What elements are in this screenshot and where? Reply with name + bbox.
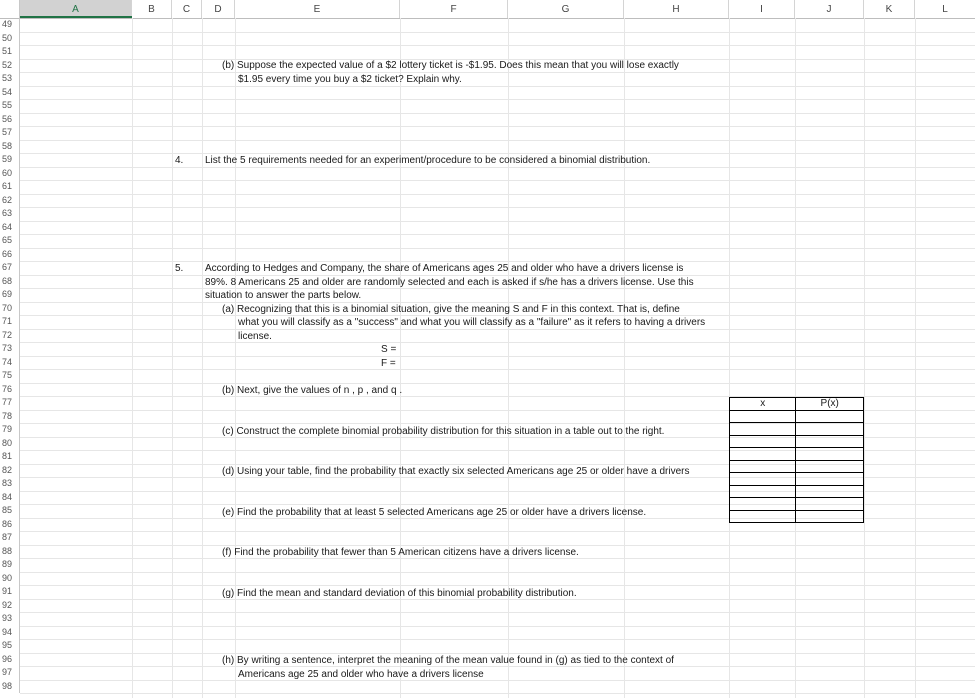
table-cell[interactable]: [730, 448, 796, 461]
row-header[interactable]: 56: [0, 113, 20, 127]
row-header[interactable]: 86: [0, 518, 20, 532]
table-row: [730, 473, 864, 486]
gridline-h: [20, 585, 975, 586]
table-cell[interactable]: [730, 460, 796, 473]
table-cell[interactable]: [730, 485, 796, 498]
row-header[interactable]: 82: [0, 464, 20, 478]
row-header[interactable]: 98: [0, 680, 20, 694]
row-header[interactable]: 59: [0, 153, 20, 167]
row-header[interactable]: 90: [0, 572, 20, 586]
column-header-B[interactable]: B: [132, 0, 172, 18]
table-cell[interactable]: [730, 435, 796, 448]
table-cell[interactable]: [796, 473, 864, 486]
column-header-E[interactable]: E: [235, 0, 400, 18]
row-header[interactable]: 89: [0, 558, 20, 572]
row-header[interactable]: 85: [0, 504, 20, 518]
row-header[interactable]: 75: [0, 369, 20, 383]
q3b-line1: (b) Suppose the expected value of a $2 lottery ticket is -$1.95. Does this mean that you will lose exactly: [222, 60, 679, 71]
q5e-text: (e) Find the probability that at least 5 selected Americans age 25 or older have a drivers license.: [222, 507, 647, 518]
column-header-A[interactable]: A: [20, 0, 132, 18]
row-header[interactable]: 61: [0, 180, 20, 194]
row-header[interactable]: 49: [0, 18, 20, 32]
gridline-h: [20, 113, 975, 114]
gridline-h: [20, 140, 975, 141]
row-header[interactable]: 58: [0, 140, 20, 154]
row-header[interactable]: 72: [0, 329, 20, 343]
row-header[interactable]: 77: [0, 396, 20, 410]
row-header[interactable]: 92: [0, 599, 20, 613]
row-header[interactable]: 70: [0, 302, 20, 316]
gridline-h: [20, 234, 975, 235]
table-cell[interactable]: [796, 460, 864, 473]
gridline-h: [20, 248, 975, 249]
q5c-text: (c) Construct the complete binomial probability distribution for this situation in a table out to the right.: [222, 426, 665, 437]
q5a-line1: (a) Recognizing that this is a binomial situation, give the meaning S and F in this context. That is, define: [222, 304, 680, 315]
gridline-h: [20, 612, 975, 613]
table-header-row: [730, 398, 864, 411]
gridline-v: [624, 18, 625, 698]
row-header[interactable]: 67: [0, 261, 20, 275]
table-row: [730, 510, 864, 523]
table-row: [730, 498, 864, 511]
row-header[interactable]: 53: [0, 72, 20, 86]
gridline-v: [864, 18, 865, 698]
gridline-h: [20, 207, 975, 208]
table-cell[interactable]: [796, 410, 864, 423]
gridline-h: [20, 693, 975, 694]
row-header[interactable]: 55: [0, 99, 20, 113]
table-cell[interactable]: [796, 498, 864, 511]
gridline-v: [132, 18, 133, 698]
q5-intro-line2: 89%. 8 Americans 25 and older are randomly selected and each is asked if s/he has a drivers license. Use this: [205, 277, 694, 288]
table-cell[interactable]: [796, 485, 864, 498]
row-header[interactable]: 66: [0, 248, 20, 262]
q5-intro-line1: According to Hedges and Company, the share of Americans ages 25 and older who have a drivers license is: [205, 263, 684, 274]
gridline-h: [20, 221, 975, 222]
row-header[interactable]: 84: [0, 491, 20, 505]
gridline-h: [20, 680, 975, 681]
row-header[interactable]: 57: [0, 126, 20, 140]
gridline-h: [20, 194, 975, 195]
table-row: [730, 410, 864, 423]
q5-intro-line3: situation to answer the parts below.: [205, 290, 362, 301]
q4-text: List the 5 requirements needed for an experiment/procedure to be considered a binomial distribution.: [205, 155, 651, 166]
row-header[interactable]: 52: [0, 59, 20, 73]
q4-number: 4.: [175, 155, 184, 166]
column-header-K[interactable]: K: [864, 0, 915, 18]
row-header[interactable]: 74: [0, 356, 20, 370]
row-header[interactable]: 79: [0, 423, 20, 437]
table-header-x[interactable]: x: [730, 398, 796, 411]
table-cell[interactable]: [730, 473, 796, 486]
row-header[interactable]: 96: [0, 653, 20, 667]
row-header[interactable]: 71: [0, 315, 20, 329]
table-cell[interactable]: [730, 423, 796, 436]
q3b-line2: $1.95 every time you buy a $2 ticket? Explain why.: [238, 74, 462, 85]
column-header-I[interactable]: I: [729, 0, 795, 18]
q5a-line3: license.: [238, 331, 272, 342]
gridline-v: [172, 18, 173, 698]
table-cell[interactable]: [796, 510, 864, 523]
gridline-v: [729, 18, 730, 698]
table-row: [730, 448, 864, 461]
gridline-h: [20, 32, 975, 33]
row-header[interactable]: 87: [0, 531, 20, 545]
column-header-J[interactable]: J: [795, 0, 864, 18]
row-header[interactable]: 51: [0, 45, 20, 59]
row-header[interactable]: 68: [0, 275, 20, 289]
gridline-v: [795, 18, 796, 698]
column-header-G[interactable]: G: [508, 0, 624, 18]
row-header[interactable]: 93: [0, 612, 20, 626]
column-header-L[interactable]: L: [942, 4, 948, 15]
row-header[interactable]: 64: [0, 221, 20, 235]
row-header[interactable]: 69: [0, 288, 20, 302]
q5h-line2: Americans age 25 and older who have a drivers license: [238, 669, 484, 680]
q5f-text: (f) Find the probability that fewer than 5 American citizens have a drivers license.: [222, 547, 579, 558]
gridline-h: [20, 342, 975, 343]
gridline-h: [20, 99, 975, 100]
selected-column-indicator: [20, 16, 132, 18]
table-header-px[interactable]: P(x): [796, 398, 864, 411]
gridline-h: [20, 126, 975, 127]
q5b-text: (b) Next, give the values of n , p , and q .: [222, 385, 403, 396]
row-header[interactable]: 76: [0, 383, 20, 397]
column-header-F[interactable]: F: [400, 0, 508, 18]
gridline-v: [202, 18, 203, 698]
gridline-v: [915, 18, 916, 698]
gridline-h: [20, 639, 975, 640]
table-cell[interactable]: [730, 410, 796, 423]
row-header[interactable]: 54: [0, 86, 20, 100]
q5-number: 5.: [175, 263, 184, 274]
column-header-bar: [0, 0, 975, 19]
row-header[interactable]: 62: [0, 194, 20, 208]
row-header[interactable]: 80: [0, 437, 20, 451]
table-row: [730, 485, 864, 498]
success-label: S =: [381, 344, 397, 355]
table-row: [730, 435, 864, 448]
failure-label: F =: [381, 358, 396, 369]
row-header[interactable]: 50: [0, 32, 20, 46]
table-cell[interactable]: [730, 510, 796, 523]
column-header-D[interactable]: D: [202, 0, 235, 18]
table-cell[interactable]: [730, 498, 796, 511]
table-row: [730, 423, 864, 436]
column-header-H[interactable]: H: [624, 0, 729, 18]
probability-distribution-table: [729, 397, 864, 523]
row-header[interactable]: 73: [0, 342, 20, 356]
gridline-h: [20, 383, 975, 384]
row-header[interactable]: 78: [0, 410, 20, 424]
gridline-h: [20, 86, 975, 87]
row-header[interactable]: 88: [0, 545, 20, 559]
gridline-h: [20, 356, 975, 357]
row-header[interactable]: 95: [0, 639, 20, 653]
column-header-C[interactable]: C: [172, 0, 202, 18]
row-header[interactable]: 63: [0, 207, 20, 221]
row-header[interactable]: 60: [0, 167, 20, 181]
row-header[interactable]: 81: [0, 450, 20, 464]
gridline-h: [20, 531, 975, 532]
table-cell[interactable]: [796, 448, 864, 461]
row-header[interactable]: 83: [0, 477, 20, 491]
gridline-h: [20, 45, 975, 46]
table-cell[interactable]: [796, 435, 864, 448]
table-row: [730, 460, 864, 473]
select-all-corner[interactable]: [0, 0, 20, 18]
q5a-line2: what you will classify as a "success" and what you will classify as a "failure" as it refers to having a drivers: [238, 317, 706, 328]
gridline-h: [20, 626, 975, 627]
row-header[interactable]: 97: [0, 666, 20, 680]
gridline-h: [20, 180, 975, 181]
q5d-text: (d) Using your table, find the probability that exactly six selected Americans age 25 or older have a drivers: [222, 466, 690, 477]
table-cell[interactable]: [796, 423, 864, 436]
gridline-h: [20, 369, 975, 370]
row-header[interactable]: 94: [0, 626, 20, 640]
q5h-line1: (h) By writing a sentence, interpret the meaning of the mean value found in (g) as tied to the context of: [222, 655, 674, 666]
q5g-text: (g) Find the mean and standard deviation of this binomial probability distribution.: [222, 588, 577, 599]
row-header[interactable]: 91: [0, 585, 20, 599]
gridline-h: [20, 572, 975, 573]
row-header[interactable]: 65: [0, 234, 20, 248]
